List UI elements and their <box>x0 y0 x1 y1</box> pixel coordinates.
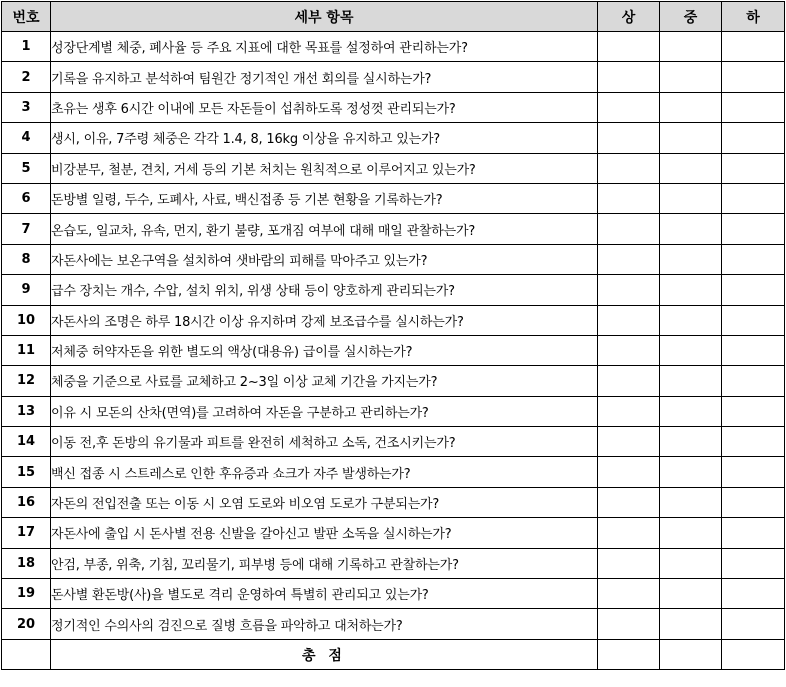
rating-cell-mid[interactable] <box>660 518 722 548</box>
table-row <box>2 183 785 213</box>
rating-cell-high[interactable] <box>598 457 660 487</box>
checklist-table <box>1 1 785 670</box>
rating-cell-mid[interactable] <box>660 32 722 62</box>
rating-cell-low[interactable] <box>722 548 785 578</box>
rating-cell-low[interactable] <box>722 609 785 639</box>
total-label: 총 점 <box>51 639 598 669</box>
row-item-text: 성장단계별 체중, 폐사율 등 주요 지표에 대한 목표를 설정하여 관리하는가? <box>51 32 598 62</box>
table-row <box>2 214 785 244</box>
rating-cell-mid[interactable] <box>660 487 722 517</box>
total-mid-cell[interactable] <box>660 639 722 669</box>
rating-cell-high[interactable] <box>598 548 660 578</box>
row-item-text: 온습도, 일교차, 유속, 먼지, 환기 불량, 포개짐 여부에 대해 매일 관찰하는가? <box>51 214 598 244</box>
row-number: 16 <box>2 487 51 517</box>
header-mid: 중 <box>660 2 722 32</box>
rating-cell-low[interactable] <box>722 214 785 244</box>
row-number: 2 <box>2 62 51 92</box>
row-item-text: 체중을 기준으로 사료를 교체하고 2~3일 이상 교체 기간을 가지는가? <box>51 366 598 396</box>
checklist-body <box>2 32 785 640</box>
table-row <box>2 62 785 92</box>
table-row <box>2 123 785 153</box>
rating-cell-high[interactable] <box>598 244 660 274</box>
rating-cell-mid[interactable] <box>660 183 722 213</box>
rating-cell-mid[interactable] <box>660 396 722 426</box>
row-number: 1 <box>2 32 51 62</box>
row-item-text: 초유는 생후 6시간 이내에 모든 자돈들이 섭취하도록 정성껏 관리되는가? <box>51 92 598 122</box>
row-item-text: 자돈의 전입전출 또는 이동 시 오염 도로와 비오염 도로가 구분되는가? <box>51 487 598 517</box>
row-number: 10 <box>2 305 51 335</box>
rating-cell-high[interactable] <box>598 366 660 396</box>
rating-cell-low[interactable] <box>722 92 785 122</box>
rating-cell-low[interactable] <box>722 244 785 274</box>
rating-cell-high[interactable] <box>598 396 660 426</box>
rating-cell-high[interactable] <box>598 153 660 183</box>
row-number: 14 <box>2 427 51 457</box>
rating-cell-high[interactable] <box>598 32 660 62</box>
table-row <box>2 32 785 62</box>
row-item-text: 백신 접종 시 스트레스로 인한 후유증과 쇼크가 자주 발생하는가? <box>51 457 598 487</box>
rating-cell-high[interactable] <box>598 92 660 122</box>
rating-cell-high[interactable] <box>598 62 660 92</box>
row-number: 5 <box>2 153 51 183</box>
row-number: 8 <box>2 244 51 274</box>
row-number: 15 <box>2 457 51 487</box>
rating-cell-low[interactable] <box>722 32 785 62</box>
row-number: 19 <box>2 579 51 609</box>
row-item-text: 정기적인 수의사의 검진으로 질병 흐름을 파악하고 대처하는가? <box>51 609 598 639</box>
rating-cell-mid[interactable] <box>660 366 722 396</box>
header-low: 하 <box>722 2 785 32</box>
row-item-text: 돈방별 일령, 두수, 도폐사, 사료, 백신접종 등 기본 현황을 기록하는가? <box>51 183 598 213</box>
table-row <box>2 275 785 305</box>
row-number: 11 <box>2 335 51 365</box>
rating-cell-low[interactable] <box>722 123 785 153</box>
table-row <box>2 305 785 335</box>
rating-cell-mid[interactable] <box>660 305 722 335</box>
table-row <box>2 427 785 457</box>
rating-cell-high[interactable] <box>598 183 660 213</box>
total-high-cell[interactable] <box>598 639 660 669</box>
row-number: 9 <box>2 275 51 305</box>
table-row <box>2 609 785 639</box>
total-low-cell[interactable] <box>722 639 785 669</box>
rating-cell-mid[interactable] <box>660 335 722 365</box>
rating-cell-high[interactable] <box>598 579 660 609</box>
table-row <box>2 548 785 578</box>
rating-cell-high[interactable] <box>598 335 660 365</box>
rating-cell-mid[interactable] <box>660 275 722 305</box>
row-number: 13 <box>2 396 51 426</box>
table-row <box>2 366 785 396</box>
row-number: 4 <box>2 123 51 153</box>
row-number: 20 <box>2 609 51 639</box>
table-row <box>2 335 785 365</box>
rating-cell-high[interactable] <box>598 609 660 639</box>
rating-cell-mid[interactable] <box>660 62 722 92</box>
rating-cell-high[interactable] <box>598 214 660 244</box>
total-row <box>2 639 785 669</box>
rating-cell-mid[interactable] <box>660 457 722 487</box>
header-high: 상 <box>598 2 660 32</box>
rating-cell-mid[interactable] <box>660 548 722 578</box>
rating-cell-low[interactable] <box>722 62 785 92</box>
rating-cell-low[interactable] <box>722 457 785 487</box>
row-number: 7 <box>2 214 51 244</box>
rating-cell-low[interactable] <box>722 487 785 517</box>
rating-cell-mid[interactable] <box>660 123 722 153</box>
rating-cell-high[interactable] <box>598 123 660 153</box>
rating-cell-low[interactable] <box>722 396 785 426</box>
table-row <box>2 396 785 426</box>
row-number: 12 <box>2 366 51 396</box>
rating-cell-mid[interactable] <box>660 244 722 274</box>
row-item-text: 돈사별 환돈방(사)을 별도로 격리 운영하여 특별히 관리되고 있는가? <box>51 579 598 609</box>
row-item-text: 안검, 부종, 위축, 기침, 꼬리물기, 피부병 등에 대해 기록하고 관찰하는가? <box>51 548 598 578</box>
row-item-text: 자돈사에는 보온구역을 설치하여 샛바람의 피해를 막아주고 있는가? <box>51 244 598 274</box>
rating-cell-high[interactable] <box>598 518 660 548</box>
rating-cell-high[interactable] <box>598 305 660 335</box>
total-number-cell <box>2 639 51 669</box>
row-item-text: 이동 전,후 돈방의 유기물과 피트를 완전히 세척하고 소독, 건조시키는가? <box>51 427 598 457</box>
rating-cell-low[interactable] <box>722 335 785 365</box>
rating-cell-mid[interactable] <box>660 214 722 244</box>
table-row <box>2 244 785 274</box>
row-item-text: 이유 시 모돈의 산차(면역)를 고려하여 자돈을 구분하고 관리하는가? <box>51 396 598 426</box>
rating-cell-high[interactable] <box>598 487 660 517</box>
row-item-text: 저체중 허약자돈을 위한 별도의 액상(대용유) 급이를 실시하는가? <box>51 335 598 365</box>
table-row <box>2 457 785 487</box>
row-number: 17 <box>2 518 51 548</box>
rating-cell-low[interactable] <box>722 366 785 396</box>
header-item: 세부 항목 <box>51 2 598 32</box>
rating-cell-mid[interactable] <box>660 579 722 609</box>
row-item-text: 비강분무, 철분, 견치, 거세 등의 기본 처치는 원칙적으로 이루어지고 있는가? <box>51 153 598 183</box>
rating-cell-mid[interactable] <box>660 609 722 639</box>
row-number: 3 <box>2 92 51 122</box>
row-number: 6 <box>2 183 51 213</box>
rating-cell-mid[interactable] <box>660 427 722 457</box>
rating-cell-low[interactable] <box>722 305 785 335</box>
row-number: 18 <box>2 548 51 578</box>
rating-cell-low[interactable] <box>722 427 785 457</box>
rating-cell-low[interactable] <box>722 153 785 183</box>
table-row <box>2 153 785 183</box>
header-number: 번호 <box>2 2 51 32</box>
rating-cell-low[interactable] <box>722 579 785 609</box>
rating-cell-mid[interactable] <box>660 92 722 122</box>
table-row <box>2 487 785 517</box>
rating-cell-high[interactable] <box>598 275 660 305</box>
table-row <box>2 92 785 122</box>
rating-cell-low[interactable] <box>722 518 785 548</box>
rating-cell-low[interactable] <box>722 275 785 305</box>
row-item-text: 자돈사에 출입 시 돈사별 전용 신발을 갈아신고 발판 소독을 실시하는가? <box>51 518 598 548</box>
row-item-text: 생시, 이유, 7주령 체중은 각각 1.4, 8, 16kg 이상을 유지하고 있는가? <box>51 123 598 153</box>
rating-cell-mid[interactable] <box>660 153 722 183</box>
header-row <box>2 2 785 32</box>
table-row <box>2 518 785 548</box>
row-item-text: 자돈사의 조명은 하루 18시간 이상 유지하며 강제 보조급수를 실시하는가? <box>51 305 598 335</box>
table-row <box>2 579 785 609</box>
row-item-text: 급수 장치는 개수, 수압, 설치 위치, 위생 상태 등이 양호하게 관리되는가? <box>51 275 598 305</box>
row-item-text: 기록을 유지하고 분석하여 팀원간 정기적인 개선 회의를 실시하는가? <box>51 62 598 92</box>
rating-cell-high[interactable] <box>598 427 660 457</box>
rating-cell-low[interactable] <box>722 183 785 213</box>
